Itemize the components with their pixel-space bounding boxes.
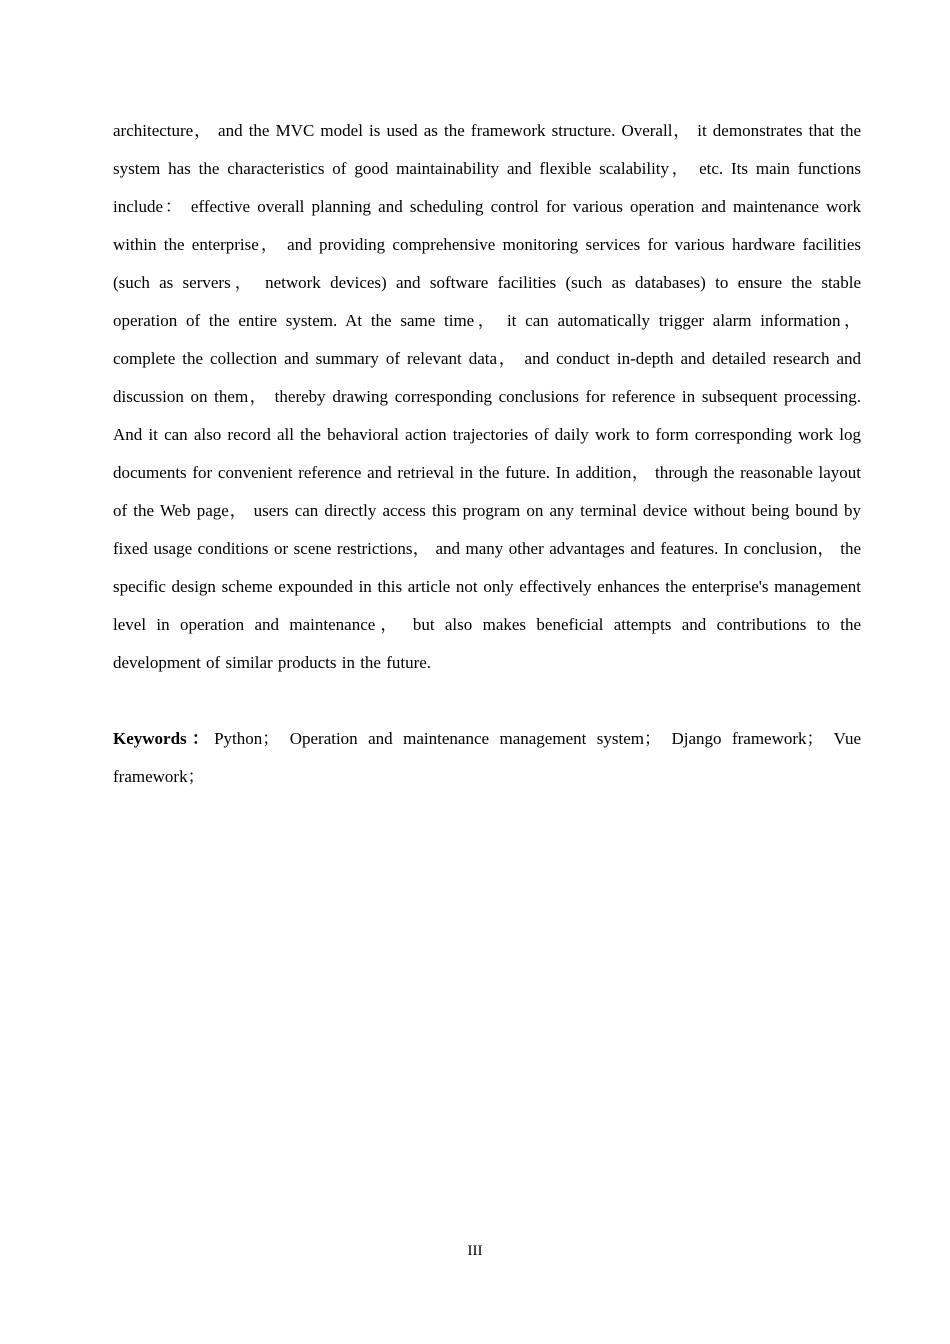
keywords-text: Python； Operation and maintenance management system； Django framework； Vue framework； <box>113 729 861 786</box>
keywords-line <box>113 720 861 796</box>
keywords-label: Keywords： <box>113 729 215 748</box>
page-number: III <box>467 1243 483 1259</box>
abstract-paragraph: architecture， and the MVC model is used as the framework structure. Overall， it demonstrates that the system has the characteristics of good maintainability and flexible scalability， etc. Its main functions include： effective overall planning and scheduling control for various operation and maintenance work within the enterprise， and providing comprehensive monitoring services for various hardware facilities (such as servers， network devices) and software facilities (such as databases) to ensure the stable operation of the entire system. At the same time， it can automatically trigger alarm information， complete the collection and summary of relevant data， and conduct in-depth and detailed research and discussion on them， thereby drawing corresponding conclusions for reference in subsequent processing. And it can also record all the behavioral action trajectories of daily work to form corresponding work log documents for convenient reference and retrieval in the future. In addition， through the reasonable layout of the Web page， users can directly access this program on any terminal device without being bound by fixed usage conditions or scene restrictions， and many other advantages and features. In conclusion， the specific design scheme expounded in this article not only effectively enhances the enterprise's management level in operation and maintenance， but also makes beneficial attempts and contributions to the development of similar products in the future. <box>113 121 861 672</box>
abstract-content <box>113 112 861 796</box>
